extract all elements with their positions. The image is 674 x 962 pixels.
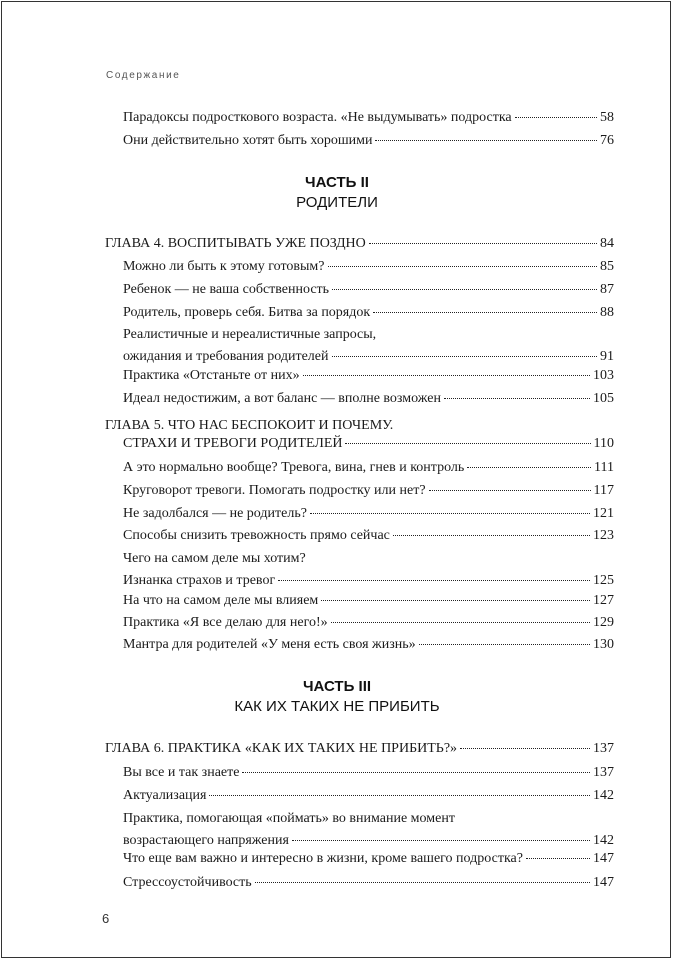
dot-leader xyxy=(303,375,590,376)
dot-leader xyxy=(292,840,590,841)
dot-leader xyxy=(345,443,590,444)
dot-leader xyxy=(460,748,590,749)
page-ref: 110 xyxy=(593,436,614,451)
dot-leader xyxy=(393,535,590,536)
page-ref: 147 xyxy=(593,851,614,866)
dot-leader xyxy=(321,600,590,601)
running-head: Содержание xyxy=(106,70,181,81)
toc-entry[interactable]: Не задолбался — не родитель? 121 xyxy=(123,503,614,525)
toc-chapter-entry[interactable]: ГЛАВА 4. ВОСПИТЫВАТЬ УЖЕ ПОЗДНО 84 xyxy=(105,233,614,255)
page-ref: 121 xyxy=(593,506,614,521)
dot-leader xyxy=(331,622,590,623)
dot-leader xyxy=(373,312,597,313)
page-ref: 76 xyxy=(600,133,614,148)
page-ref: 85 xyxy=(600,259,614,274)
toc-entry[interactable]: Практика «Я все делаю для него!» 129 xyxy=(123,612,614,634)
part-label: ЧАСТЬ II xyxy=(305,174,369,191)
toc-entry[interactable]: Актуализация 142 xyxy=(123,785,614,807)
page-ref: 125 xyxy=(593,573,614,588)
toc-entry[interactable]: Мантра для родителей «У меня есть своя жизнь» 130 xyxy=(123,634,614,656)
page-ref: 130 xyxy=(593,637,614,652)
toc-entry[interactable]: Практика, помогающая «поймать» во внимание момент возрастающего напряжения 142 xyxy=(123,808,614,852)
dot-leader xyxy=(429,490,591,491)
toc-entry[interactable]: Они действительно хотят быть хорошими 76 xyxy=(123,130,614,152)
dot-leader xyxy=(526,858,590,859)
page-ref: 105 xyxy=(593,391,614,406)
book-page xyxy=(1,1,671,958)
dot-leader xyxy=(310,513,590,514)
part-title: РОДИТЕЛИ xyxy=(296,194,378,211)
toc-entry[interactable]: Что еще вам важно и интересно в жизни, кроме вашего подростка? 147 xyxy=(123,848,614,870)
toc-entry[interactable]: Вы все и так знаете 137 xyxy=(123,762,614,784)
dot-leader xyxy=(332,289,597,290)
page-ref: 129 xyxy=(593,615,614,630)
toc-entry[interactable]: Стрессоустойчивость 147 xyxy=(123,872,614,894)
dot-leader xyxy=(369,243,597,244)
part-label: ЧАСТЬ III xyxy=(302,678,372,695)
page-ref: 127 xyxy=(593,593,614,608)
toc-entry[interactable]: Практика «Отстаньте от них» 103 xyxy=(123,365,614,387)
toc-chapter-entry[interactable]: ГЛАВА 5. ЧТО НАС БЕСПОКОИТ И ПОЧЕМУ. xyxy=(105,418,394,433)
page-ref: 147 xyxy=(593,875,614,890)
page-ref: 142 xyxy=(593,788,614,803)
dot-leader xyxy=(328,266,598,267)
toc-entry[interactable]: Круговорот тревоги. Помогать подростку или нет? 117 xyxy=(123,480,614,502)
toc-entry[interactable]: Реалистичные и нереалистичные запросы, ожидания и требования родителей 91 xyxy=(123,324,614,368)
page-ref: 88 xyxy=(600,305,614,320)
toc-chapter-entry-continued[interactable]: СТРАХИ И ТРЕВОГИ РОДИТЕЛЕЙ 110 xyxy=(123,433,614,455)
page-ref: 84 xyxy=(600,236,614,251)
page-ref: 58 xyxy=(600,110,614,125)
toc-entry[interactable]: Можно ли быть к этому готовым? 85 xyxy=(123,256,614,278)
page-ref: 123 xyxy=(593,528,614,543)
page-ref: 117 xyxy=(593,483,614,498)
dot-leader xyxy=(242,772,590,773)
dot-leader xyxy=(419,644,590,645)
page-number: 6 xyxy=(102,911,110,926)
toc-entry[interactable]: Парадоксы подросткового возраста. «Не выдумывать» подростка 58 xyxy=(123,107,614,129)
toc-entry[interactable]: Ребенок — не ваша собственность 87 xyxy=(123,279,614,301)
toc-entry[interactable]: На что на самом деле мы влияем 127 xyxy=(123,590,614,612)
page-ref: 87 xyxy=(600,282,614,297)
toc-entry[interactable]: Чего на самом деле мы хотим? Изнанка страхов и тревог 125 xyxy=(123,548,614,592)
page-ref: 103 xyxy=(593,368,614,383)
part-title: КАК ИХ ТАКИХ НЕ ПРИБИТЬ xyxy=(234,698,440,715)
page-ref: 111 xyxy=(594,460,614,475)
page-ref: 137 xyxy=(593,765,614,780)
dot-leader xyxy=(467,467,591,468)
page-ref: 137 xyxy=(593,741,614,756)
dot-leader xyxy=(278,580,590,581)
toc-chapter-entry[interactable]: ГЛАВА 6. ПРАКТИКА «КАК ИХ ТАКИХ НЕ ПРИБИТЬ?» 137 xyxy=(105,738,614,760)
toc-entry[interactable]: Способы снизить тревожность прямо сейчас 123 xyxy=(123,525,614,547)
dot-leader xyxy=(515,117,597,118)
dot-leader xyxy=(209,795,590,796)
toc-entry[interactable]: Идеал недостижим, а вот баланс — вполне возможен 105 xyxy=(123,388,614,410)
page-ref: 91 xyxy=(600,349,614,364)
dot-leader xyxy=(255,882,590,883)
dot-leader xyxy=(332,356,598,357)
dot-leader xyxy=(375,140,597,141)
toc-entry[interactable]: А это нормально вообще? Тревога, вина, гнев и контроль 111 xyxy=(123,457,614,479)
dot-leader xyxy=(444,398,590,399)
toc-entry[interactable]: Родитель, проверь себя. Битва за порядок 88 xyxy=(123,302,614,324)
page-ref: 142 xyxy=(593,833,614,848)
